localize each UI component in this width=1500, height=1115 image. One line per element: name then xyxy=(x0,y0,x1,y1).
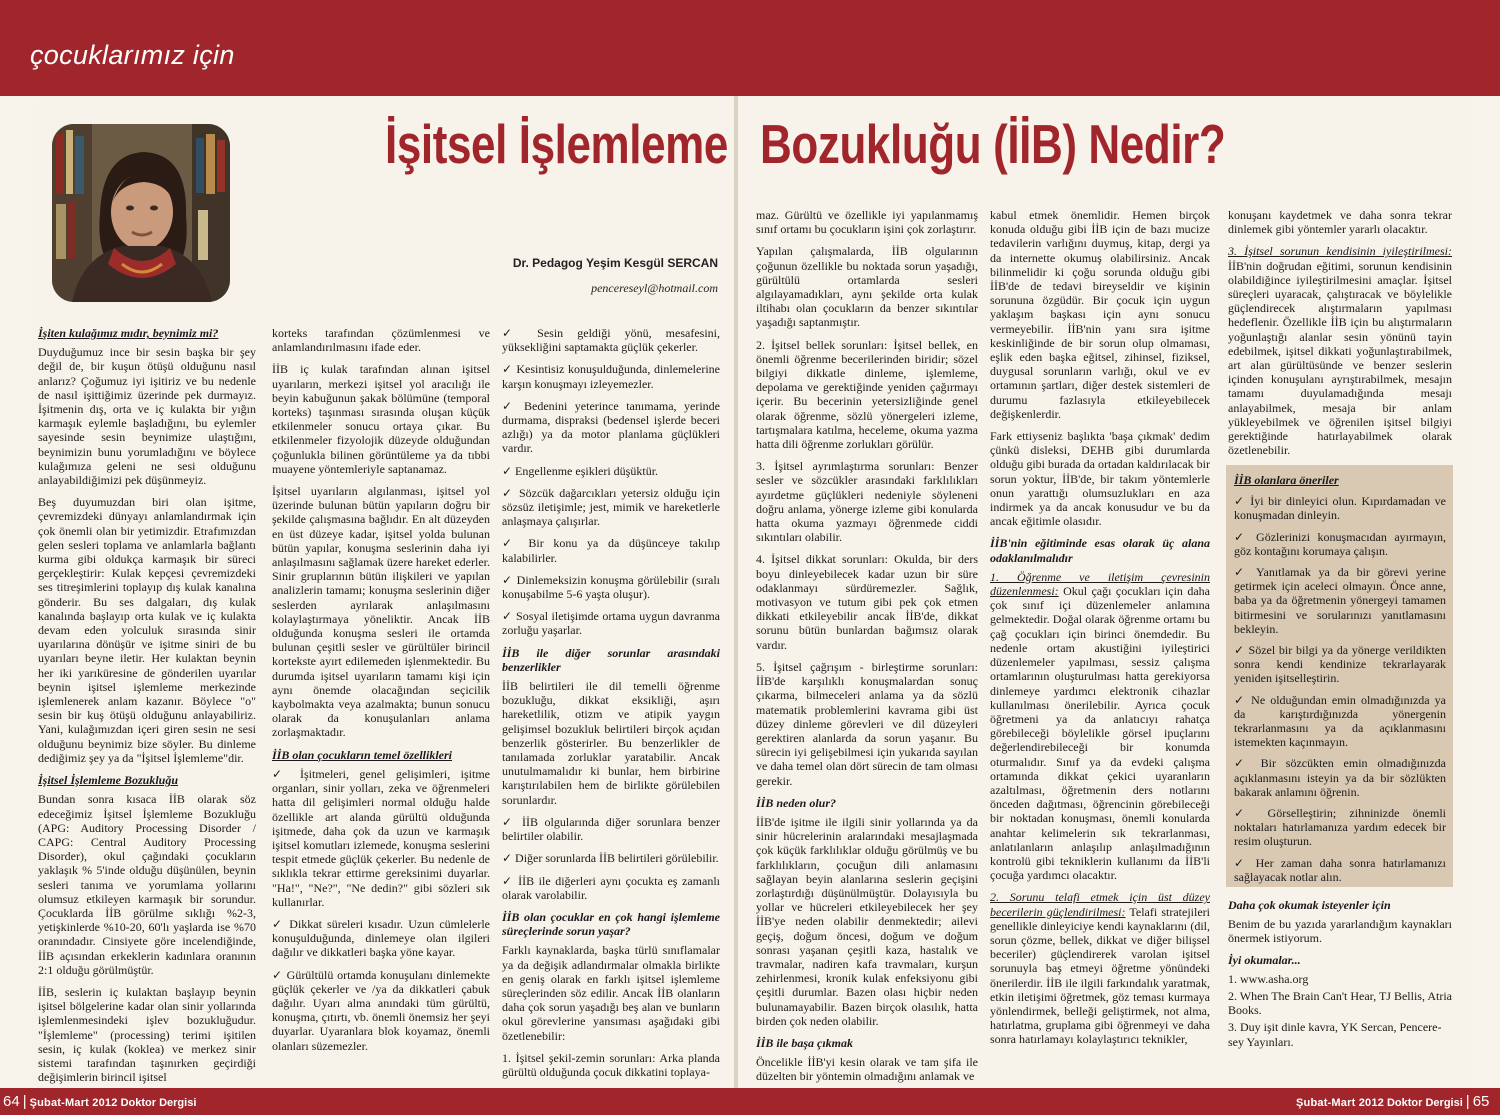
reference-item: 1. www.asha.org xyxy=(1228,971,1309,986)
paragraph: 3. İşitsel ayrımlaştırma sorunları: Benzer sesler ve sözcükler arasındaki farklılıkları ayırdetme güçlükleri nedeniyle söyleneni doğru anlama, yönerge izleme gibi konularda hatta okuma yazmayı öğrenmede ciddi sıkıntıları olabilir. xyxy=(756,459,978,545)
list-item: ✓ İşitmeleri, genel gelişimleri, işitme organları, sinir yolları, zeka ve öğrenmeleri hatta dil gelişimleri normal olduğu halde özellikle art alanda gürültü olduğunda işitmede, daha çok da uzun ve karmaşık işitsel komutları izlemede, konuşma seslerini tespit etmede güçlük çekerler. Bu nedenle de sıklıkla tekrar ettirme gereksinimi duyarlar. "Ha!", "Ne?", "Ne dedin?" gibi sözleri sık kullanırlar. xyxy=(272,766,490,909)
tips-heading: İİB olanlara öneriler xyxy=(1234,473,1339,487)
paragraph: Duyduğumuz ince bir sesin başka bir şey değil de, bir kuşun ötüşü olduğunu nasıl anlarız? Çoğumuz iyi işitiriz ve bu nedenle de nasıl işittiğimiz üzerinde pek durmayız. İşitmenin dış, orta ve iç kulakta bir yığın karmaşık eylemle başladığını, bu eylemler sayesinde sesin beynimize ulaştığını, beynimizin bunu yorumladığını ve böylece kulağımıza geleni ne sesi olduğunu anlayabildiğimizi pek düşünmeyiz. xyxy=(38,345,256,488)
paragraph: İİB iç kulak tarafından alınan işitsel uyarıların, merkezi işitsel yol aracılığı ile beyin kabuğunun şakak bölümüne (temporal korteks) taşınması sırasında oluşan küçük etkilenmeler sonucu ortaya çıkar. Bu etkilenmeler fizyolojik düzeyde olduğundan çoğunlukla bilinen görüntüleme ya da tıbbi muayene yöntemleriyle saptanamaz. xyxy=(272,362,490,476)
tips-box xyxy=(1226,465,1453,887)
paragraph: İİB, seslerin iç kulaktan başlayıp beynin işitsel bölgelerine kadar olan sinir yollarında işlemlenmesindeki işlev bozukluğudur. "İşlemleme" (processing) terimi işitilen sesin, iç kulak (koklea) ve merkez sinir sistemi tarafından taşınırken geçirdiği değişimlerin birincil işitsel xyxy=(38,984,256,1085)
tip-item: ✓ Yanıtlamak ya da bir görevi yerine getirmek için aceleci olmayın. Önce anne, baba ya da öğretmenin yönergeyi tamamen bitirmesini ve sorularınızı yanıtlamasını bekleyin. xyxy=(1234,565,1446,636)
list-item: ✓ Bedenini yeterince tanımama, yerinde durmama, dispraksi (bedensel işlerde beceri azlığı) ya da motor planlama güçlükleri vardır. xyxy=(502,398,720,456)
paragraph: İİB'de işitme ile ilgili sinir yollarında ya da sinir hücrelerinin aralarındaki mesajlaşmada çok küçük farklılıklar olduğu görülmüş ve bu farklılıkların, çocuğun dili anlamasını sağlayan beyin alanlarına seslerin geçişini zorlaştırdığı düşünülmüştür. Dolayısıyla bu yollar ve hücreleri etkileyebilecek her şey İİB'ye neden olabilir denmektedir; ailevi geçiş, doğum öncesi, doğum ve doğum sonrası yaşanan çeşitli kaza, hastalık ve travmalar, nadiren kafa travmaları, kurşun zehirlenmesi, kronik kulak enfeksiyonu gibi çeşitli durumlar. Bazen olası hiçbir neden bulunamayabilir. Bazen birçok olasılık, hatta birden çok neden olabilir. xyxy=(756,814,978,1028)
inline-heading: 2. Sorunu telafi etmek için üst düzey becerilerin güçlendirilmesi: xyxy=(990,890,1210,919)
footer-right: Şubat-Mart 2012 Doktor Dergisi | 65 xyxy=(1296,1093,1490,1110)
closing-wish: İyi okumalar... xyxy=(1228,952,1301,967)
paragraph: Yapılan çalışmalarda, İİB olgularının çoğunun özellikle bu noktada sorun yaşadığı, gürültülü ortamlarda sesleri algılayamadıkları, aynı şekilde orta kulak iltihabı olan çocukların da benzer sıkıntılar yaşadığı saptanmıştır. xyxy=(756,244,978,330)
tip-item: ✓ Bir sözcükten emin olmadığınızda açıklanmasını isteyin ya da bir sözlükten bakarak anlamını öğrenin. xyxy=(1234,756,1446,799)
column-3 xyxy=(502,326,720,1087)
magazine-name-right: Doktor Dergisi xyxy=(1386,1097,1463,1109)
subheading: İİB ile başa çıkmak xyxy=(756,1035,854,1050)
subheading: İİB olan çocukların temel özellikleri xyxy=(272,747,453,762)
column-2 xyxy=(272,326,490,1061)
subheading: İİB ile diğer sorunlar arasındaki benzerlikler xyxy=(502,645,720,674)
list-item: ✓ Dinlemeksizin konuşma görülebilir (sıralı konuşabilme 5-6 yaşta oluşur). xyxy=(502,572,720,602)
column-5 xyxy=(990,208,1210,1055)
paragraph: Farklı kaynaklarda, başka türlü sınıflamalar ya da değişik adlandırmalar olmakla birlikte en geniş olarak en farklı işitsel işlemleme süreçlerinden söz edilir. Ancak İİB olanların daha çok sorun yaşadığı beş alan ve bunların okul görevlerine yansıması aşağıdaki gibi özetlenebilir: xyxy=(502,943,720,1043)
paragraph: 5. İşitsel çağrışım - birleştirme sorunları: İİB'de karşılıklı konuşmalardan sonuç çıkarma, bilmeceleri anlama ya da sözlü matematik problemlerini kavrama gibi üst düzey dinleme görevleri ve dil düzeyleri gerektiren alanlarda da sorun yaşanır. Bu sürecin iyi gelişebilmesi için yukarıda sayılan ve daha temel olan dört sürecin de tam olması gerekir. xyxy=(756,659,978,788)
reference-item: 2. When The Brain Can't Hear, TJ Bellis, Atria Books. xyxy=(1228,989,1452,1018)
list-item: ✓ İİB ile diğerleri aynı çocukta eş zamanlı olarak varolabilir. xyxy=(502,873,720,902)
paragraph: Beş duyumuzdan biri olan işitme, çevremizdeki dünyayı anlamlandırmak için çok önemli olan bir yetimizdir. Etrafımızdan gelen sesleri toplama ve anlamlarla bağlantı kurma gibi oldukça karmaşık bir süreci gerçekleştirir: Kulak kepçesi çevremizdeki ses titreşimlerini toplayıp dış kulak kanalına gönderir. Bu ses dalgaları, dış kulak kanalında başlayıp orta kulak ve iç kulakta devam eden yolculuk sırasında sinir uyarılarına dönüşür ve işitme siniri de bu uyarıları beyne iletir. Her kulaktan beynin her iki yarıküresine de gönderilen uyarılar beynin işitsel işlemleme merkezinde işlemlenerek anlam kazanır. Böylece "o" sesin bir kuş ötüşü olduğunu anlayabiliriz. Yani, kulağımızdan içeri giren sesin ne sesi olduğunu beynimiz bize söyler. Bu dinleme dediğimiz şey ya da "İşitsel İşlemleme"dir. xyxy=(38,495,256,765)
paragraph: İİB belirtileri ile dil temelli öğrenme bozukluğu, dikkat eksikliği, aşırı hareketlilik, otizm ve atipik yaygın gelişimsel bozukluk belirtileri birçok açıdan benzerlik gösterirler. Bu benzerlikler de tanılamada zorluklar yaratabilir. Ancak unutulmamalıdır ki bunlar, hem birbirine karıştırılabilen hem de birlikte görülebilen sorunlardır. xyxy=(502,679,720,807)
paragraph-text: İİB'nin doğrudan eğitimi, sorunun kendisinin olabildiğince iyileştirilmesini amaçlar. İşitsel süreçleri uyaracak, çalıştıracak ve böylelikle güçlendirecek alıştırmaların yapılması hedeflenir. Özellikle İİB için bu alıştırmaların yoğunlaştığı alanlar sesin yönünü tayin edebilmek, işitsel dikkati yoğunlaştırabilmek, art alan gürültüsünde ve benzer seslerin içinden konuşulanı ayrıştırabilmek, mesajın tamamı duyulamadığında mesajı anlayabilmek, mesaja bir anlam yükleyebilmek ve öğrenilen işitsel bilgiyi gerektiğinde hatırlayabilmek olarak özetlenebilir. xyxy=(1228,258,1452,458)
paragraph: 2. İşitsel bellek sorunları: İşitsel bellek, en önemli öğrenme becerilerinden biridir; sözel bilgiyi dikkatle dinleme, işlemleme, depolama ve gerektiğinde yeniden çağırmayı içerir. Bu becerinin yetersizliğinde genel olarak öğrenme, sözlü yönergeleri izleme, tartışmalara katılma, heceleme, okuma yazma hatta dili öğrenme zorlukları görülür. xyxy=(756,337,978,452)
list-item: ✓ Gürültülü ortamda konuşulanı dinlemekte güçlük çekerler ve /ya da dikkatleri çabuk dağılır. Uyarı alma anındaki tüm gürültü, konuşma, çıtırtı, vb. önemli önemsiz her şeyi duyarlar. Uyaranlara blok koyamaz, önemli olanları süzemezler. xyxy=(272,967,490,1053)
section-label: çocuklarımız için xyxy=(30,40,235,70)
tip-item: ✓ Gözlerinizi konuşmacıdan ayırmayın, göz kontağını korumaya çalışın. xyxy=(1234,529,1446,558)
tip-item: ✓ İyi bir dinleyici olun. Kıpırdamadan ve konuşmadan dinleyin. xyxy=(1234,494,1446,523)
paragraph: maz. Gürültü ve özellikle iyi yapılanmamış sınıf ortamı bu çocukların işini çok zorlaştırır. xyxy=(756,208,978,237)
inline-heading: 1. Öğrenme ve iletişim çevresinin düzenlenmesi: xyxy=(990,569,1210,599)
paragraph xyxy=(990,890,1210,1046)
list-item: ✓ İİB olgularında diğer sorunlara benzer belirtiler olabilir. xyxy=(502,814,720,844)
list-item: ✓ Bir konu ya da düşünceye takılıp kalabilirler. xyxy=(502,536,720,565)
list-item: ✓ Sözcük dağarcıkları yetersiz olduğu için sözsüz iletişimle; jest, mimik ve hareketlerle anlaşmaya çalışırlar. xyxy=(502,485,720,529)
issue-left: Şubat-Mart 2012 xyxy=(29,1097,118,1109)
paragraph: Bundan sonra kısaca İİB olarak söz edeceğimiz İşitsel İşlemleme Bozukluğu (APG: Auditory Processing Disorder / CAPG: Central Auditory Processing Disorder), okul çağındaki çocukların yaklaşık % 5'inde olduğu düşünülen, beynin sesleri tanıma ve yorumlama yollarını olumsuz etkileyen karmaşık bir sorundur. Çocuklarda İİB görülme sıklığı %2-3, yetişkinlerde %10-20, 60'lı yaşlarda ise %70 oranındadır. Cinsiyete göre incelendiğinde, İİB açısından erkeklerin kadınlara oranının 2:1 olduğu görülmüştür. xyxy=(38,792,256,977)
article-title-right: Bozukluğu (İİB) Nedir? xyxy=(760,113,1226,175)
subheading: İİB'nin eğitiminde esas olarak üç alana odaklanılmalıdır xyxy=(990,536,1210,565)
tip-item: ✓ Sözel bir bilgi ya da yönerge verildikten sonra kendi kendinize tekrarlayarak yeniden işitselleştirin. xyxy=(1234,643,1446,686)
column-1 xyxy=(38,326,256,1092)
list-item: ✓ Sesin geldiği yönü, mesafesini, yüksekliğini saptamakta güçlük çekerler. xyxy=(502,326,720,355)
page-number-left: 64 xyxy=(3,1093,20,1110)
column-4 xyxy=(756,208,978,1092)
paragraph: kabul etmek önemlidir. Hemen birçok konuda olduğu gibi İİB için de bazı mucize tedavilerin varlığını duymuş, kitap, dergi ya da internette okumuş olabilirsiniz. Ancak bilinmelidir ki çoğu sorunda olduğu gibi İİB'de de tedavi bireyseldir ve kişinin sorununa özgüdür. Bir çocuk için uygun yaklaşım başkası için aynı sonucu vermeyebilir. İİB'nin yanı sıra işitme keskinliğinde de bir sorun olup olmaması, eşlik eden başka eğitsel, zihinsel, fiziksel, duygusal sorunların varlığı, okul ve ev ortamının şartları, diğer destek sistemleri de durumu fazlasıyla etkileyebilecek değişkenlerdir. xyxy=(990,208,1210,421)
author-email: pencereseyl@hotmail.com xyxy=(591,281,718,295)
paragraph: Öncelikle İİB'yi kesin olarak ve tam şifa ile düzelten bir yöntemin olmadığını anlamak ve xyxy=(756,1055,978,1084)
subheading: İİB neden olur? xyxy=(756,795,837,810)
paragraph xyxy=(990,570,1210,882)
list-item: ✓ Diğer sorunlarda İİB belirtileri görülebilir. xyxy=(502,851,719,866)
inline-heading: 3. İşitsel sorunun kendisinin iyileştirilmesi: xyxy=(1228,244,1452,259)
subheading: İİB olan çocuklar en çok hangi işlemleme süreçlerinde sorun yaşar? xyxy=(502,909,720,939)
paragraph: Benim de bu yazıda yararlandığım kaynakları önermek istiyorum. xyxy=(1228,917,1452,946)
page-number-right: 65 xyxy=(1472,1093,1490,1110)
further-reading xyxy=(1228,898,1452,1052)
paragraph: konuşanı kaydetmek ve daha sonra tekrar dinlemek gibi yöntemler yararlı olacaktır. xyxy=(1228,208,1452,237)
paragraph: 4. İşitsel dikkat sorunları: Okulda, bir ders boyu dinleyebilecek kadar uzun bir süre odaklanmayı sürdüremezler. Sağlık, motivasyon ve tutum gibi pek çok etmen dikkati etkileyebilir ancak İİB'de, dikkat sorunu bütün bunlardan bağımsız olarak vardır. xyxy=(756,552,978,652)
paragraph: İşitsel uyarıların algılanması, işitsel yol üzerinde bulunan bütün yapıların doğru bir şekilde çalışmasına bağlıdır. En alt düzeyden en üst düzeye kadar, işitsel yolda bulunan bütün yapılar, konuşma seslerinin daha iyi anlaşılmasını sağlamak üzere hareket ederler. Sinir gruplarının bütün ilişkileri ve yapılan analizlerin tamamı; konuşma seslerinin diğer seslerden ayrılarak anlaşılmasını kolaylaştırmaya yöneliktir. Ancak İİB olduğunda konuşma sesleri ile ortamda bulunan çeşitli sesler ve gürültüler birincil kortekste ayırt edilemeden işlenmektedir. Bu durumda işitsel uyarıların tamamı kişi için aynı önemde olacağından seçicilik kaybolmakta veya azalmakta; bunun sonucu olarak da konuşulanları anlama zorlaşmaktadır. xyxy=(272,484,490,740)
subheading: İşitsel İşlemleme Bozukluğu xyxy=(38,773,179,788)
list-item: ✓ Engellenme eşikleri düşüktür. xyxy=(502,463,659,478)
further-reading-heading: Daha çok okumak isteyenler için xyxy=(1228,898,1391,912)
tip-item: ✓ Görselleştirin; zihninizde önemli noktaları hatırlamanıza yardım edecek bir resim oluşturun. xyxy=(1234,806,1446,849)
paragraph-text: Okul çağı çocukları için daha çok sınıf içi düzenlemeler anlamına gelmektedir. Doğal olarak öğrenme ortamı bu çağ çocukları için birinci önemdedir. Bu nedenle ortam akustiğini iyileştirici düzenlemeler yapılması, sessiz çalışma ortamlarının oluşturulması hatta gerekiyorsa dinlemeye yardımcı elektronik cihazlar kullanılması önerilebilir. Ayrıca çocuk öğretmeni ya da anlatıcıyı rahatça görebileceği böylelikle görsel ipuçlarını değerlendirebileceği bir konumda oturmalıdır. Sınıf ya da evdeki çalışma ortamında dikkat çekici uyaranların azaltılması, öğretmenin ders notlarını önceden dağıtması, öğrencinin görebileceği bir noktadan konuşması, önemli konularda anahtar kelimelerin sık tekrarlanması, anlatılanların anlaşılıp anlaşılmadığının kontrolü gibi tekniklerin kullanımı da İİB'li çocuğa yardımcı olacaktır. xyxy=(990,584,1210,883)
list-item: ✓ Dikkat süreleri kısadır. Uzun cümlelerle konuşulduğunda, dinlemeye olan ilgileri dağılır ve dikkatleri başka yöne kayar. xyxy=(272,916,490,960)
reference-item: 3. Duy işit dinle kavra, YK Sercan, Pencere-sey Yayınları. xyxy=(1228,1020,1442,1049)
tip-item: ✓ Her zaman daha sonra hatırlamanızı sağlayacak notlar alın. xyxy=(1234,855,1446,884)
magazine-name-left: Doktor Dergisi xyxy=(120,1097,197,1109)
subheading: İşiten kulağımız mıdır, beynimiz mi? xyxy=(38,326,219,340)
issue-right: Şubat-Mart 2012 xyxy=(1296,1097,1384,1109)
author-name: Dr. Pedagog Yeşim Kesgül SERCAN xyxy=(512,256,718,270)
author-photo xyxy=(52,124,230,302)
paragraph: 1. İşitsel şekil-zemin sorunları: Arka planda gürültü olduğunda çocuk dikkatini toplaya- xyxy=(502,1050,720,1079)
list-item: ✓ Kesintisiz konuşulduğunda, dinlemelerine karşın konuşmayı izleyemezler. xyxy=(502,362,720,391)
paragraph: Fark ettiyseniz başlıkta 'başa çıkmak' dedim çünkü disleksi, DEHB gibi durumlarda olduğu gibi burada da ortadan kaldırılacak bir sorun yoktur, İİB'de, bir takım yöntemlerle onun yarattığı olumsuzlukları en aza indirmek ya da ancak konusudur ve bu da ancak eğitimle olasıdır. xyxy=(990,429,1210,529)
tip-item: ✓ Ne olduğundan emin olmadığınızda ya da karıştırdığınızda yönergenin tekrarlanmasını ya da açıklanmasını istemekten kaçınmayın. xyxy=(1234,692,1446,750)
list-item: ✓ Sosyal iletişimde ortama uygun davranma zorluğu yaşarlar. xyxy=(502,609,720,638)
column-6 xyxy=(1228,208,1452,465)
article-title-left: İşitsel İşlemleme xyxy=(385,113,728,175)
paragraph xyxy=(1228,244,1452,457)
paragraph-text: Telafi stratejileri genellikle dinleyiciye kendi kaynaklarını (dil, sorun çözme, bellek, dikkat ve diğer bilişsel beceriler) güçlendirerek varolan işitsel sorunuyla baş etmeyi öğretme yönündeki önerilerdir. İİB ile ilgili farkındalık yaratmak, etkin iletişimi öğretmek, göz teması kurmaya yönlendirmek, belleği geliştirmek, not alma, hatırlatma, gruplama gibi öğrenmeyi ve daha sonra hatırlamayı kolaylaştırıcı teknikler, xyxy=(990,904,1210,1047)
footer-left: 64 | Şubat-Mart 2012 Doktor Dergisi xyxy=(3,1093,197,1110)
paragraph: korteks tarafından çözümlenmesi ve anlamlandırılmasını ifade eder. xyxy=(272,326,490,355)
